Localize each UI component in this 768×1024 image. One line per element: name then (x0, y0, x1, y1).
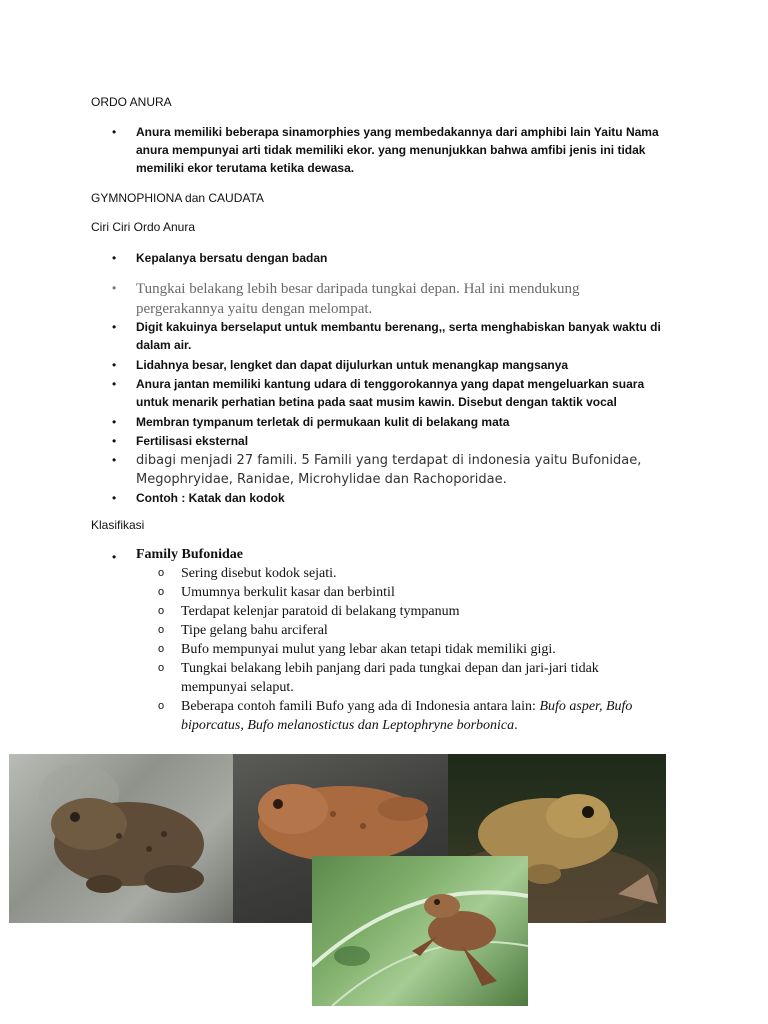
ciri-item: Contoh : Katak dan kodok (136, 491, 285, 505)
section-title: ORDO ANURA (91, 95, 172, 109)
intro-bullet-text: Anura memiliki beberapa sinamorphies yang membedakannya dari amphibi lain Yaitu Nama anura mempunyai arti tidak memiliki ekor. yang menunjukkan bahwa amfibi jenis ini tidak memiliki ekor terutama ketika dewasa. (136, 125, 659, 175)
ciri-item: dibagi menjadi 27 famili. 5 Famili yang terdapat di indonesia yaitu Bufonidae, Megophryidae, Ranidae, Microhylidae dan Rachoporidae. (136, 453, 642, 487)
frog-photo-4 (312, 856, 528, 1006)
family-title: Family Bufonidae (136, 547, 243, 562)
bullet-icon: • (112, 377, 117, 391)
sub-bullet-icon: o (158, 662, 165, 674)
frog-image (312, 856, 528, 1006)
ciri-item: Membran tympanum terletak di permukaan kulit di belakang mata (136, 415, 510, 429)
examples-suffix: . (514, 718, 518, 733)
bullet-icon: • (112, 453, 117, 467)
examples-species: Bufo asper, Bufo biporcatus, Bufo melanostictus dan Leptophryne borbonica (181, 699, 633, 733)
bullet-icon: • (112, 550, 117, 564)
bullet-icon: • (112, 434, 117, 448)
bullet-icon: • (112, 491, 117, 505)
sub-bullet-icon: o (158, 605, 165, 617)
bufonidae-item: Tipe gelang bahu arciferal (181, 623, 328, 638)
bullet-icon: • (112, 251, 117, 265)
ciri-item: Lidahnya besar, lengket dan dapat dijulurkan untuk menangkap mangsanya (136, 358, 569, 372)
bullet-icon: • (112, 125, 117, 139)
ciri-item: Kepalanya bersatu dengan badan (136, 251, 328, 265)
sub-bullet-icon: o (158, 700, 165, 712)
subtitle-ciri: Ciri Ciri Ordo Anura (91, 220, 196, 234)
bufonidae-item: Umumnya berkulit kasar dan berbintil (181, 585, 395, 600)
bufonidae-item: Sering disebut kodok sejati. (181, 566, 337, 581)
sub-bullet-icon: o (158, 624, 165, 636)
sub-bullet-icon: o (158, 586, 165, 598)
bufonidae-item: Terdapat kelenjar paratoid di belakang tympanum (181, 604, 460, 619)
bullet-icon: • (112, 415, 117, 429)
ciri-item: Digit kakuinya berselaput untuk membantu berenang,, serta menghabiskan banyak waktu di dalam air. (136, 320, 661, 352)
bufonidae-item: Bufo mempunyai mulut yang lebar akan tetapi tidak memiliki gigi. (181, 642, 556, 657)
ciri-item: Fertilisasi eksternal (136, 434, 249, 448)
bufonidae-item-examples (181, 697, 676, 735)
ciri-item: Anura jantan memiliki kantung udara di tenggorokannya yang dapat mengeluarkan suara untuk menarik perhatian betina pada saat musim kawin. Disebut dengan taktik vocal (136, 377, 645, 409)
sub-bullet-icon: o (158, 643, 165, 655)
bullet-icon: • (112, 281, 117, 295)
bufonidae-item: Tungkai belakang lebih panjang dari pada tungkai depan dan jari-jari tidak mempunyai selaput. (181, 661, 599, 695)
toad-photo-1 (9, 754, 233, 923)
bullet-icon: • (112, 358, 117, 372)
subtitle-gymnophiona: GYMNOPHIONA dan CAUDATA (91, 191, 264, 205)
toad-image (9, 754, 233, 923)
klasifikasi-heading: Klasifikasi (91, 518, 145, 532)
ciri-item: Tungkai belakang lebih besar daripada tungkai depan. Hal ini mendukung pergerakannya yaitu dengan melompat. (136, 281, 580, 317)
bullet-icon: • (112, 320, 117, 334)
examples-prefix: Beberapa contoh famili Bufo yang ada di Indonesia antara lain: (181, 699, 540, 714)
sub-bullet-icon: o (158, 567, 165, 579)
